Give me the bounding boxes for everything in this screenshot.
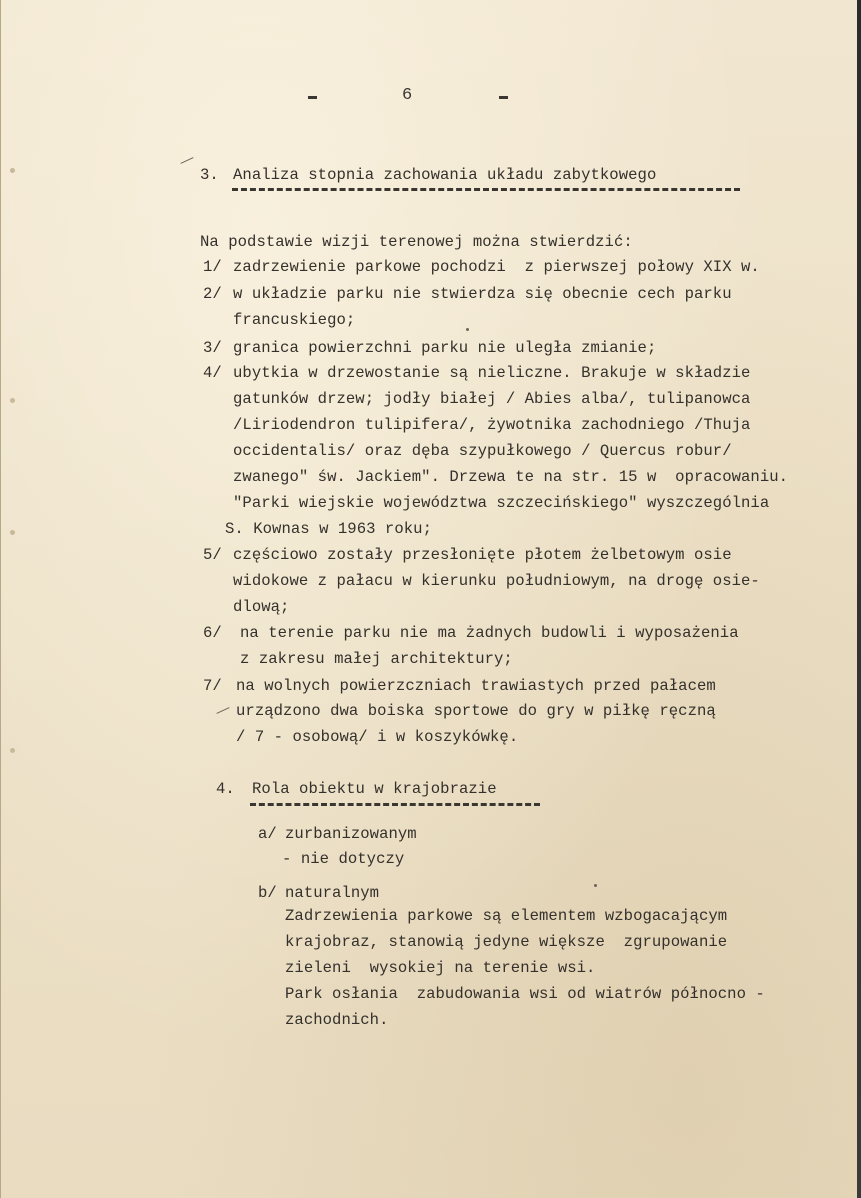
section-3-number: 3. <box>200 166 219 184</box>
list-item-line: dlową; <box>233 598 290 616</box>
list-item-line: "Parki wiejskie województwa szczecińskiego" wyszczególnia <box>233 494 770 512</box>
list-item-line: gatunków drzew; jodły białej / Abies alba/, tulipanowca <box>233 390 751 408</box>
list-item-line: urządzono dwa boiska sportowe do gry w piłkę ręczną <box>236 702 716 720</box>
sub-b-line: zachodnich. <box>285 1011 389 1029</box>
sub-b-line: Park osłania zabudowania wsi od wiatrów północno - <box>285 985 765 1003</box>
sub-b-line: zieleni wysokiej na terenie wsi. <box>285 959 596 977</box>
list-item-line: francuskiego; <box>233 311 356 329</box>
list-item-number: 1/ <box>203 258 222 276</box>
section-4-number: 4. <box>216 780 235 798</box>
list-item-line: /Liriodendron tulipifera/, żywotnika zachodniego /Thuja <box>233 416 751 434</box>
punch-hole <box>10 398 15 403</box>
sub-a-heading: zurbanizowanym <box>285 825 417 843</box>
punch-hole <box>10 748 15 753</box>
list-item-line: / 7 - osobową/ i w koszykówkę. <box>236 728 519 746</box>
list-item-number: 3/ <box>203 339 222 357</box>
page-number: 6 <box>402 86 413 105</box>
list-item-line: na wolnych powierzczniach trawiastych przed pałacem <box>236 677 716 695</box>
list-item-line: granica powierzchni parku nie uległa zmianie; <box>233 339 657 357</box>
list-item-line: częściowo zostały przesłonięte płotem żelbetowym osie <box>233 546 732 564</box>
list-item-line: w układzie parku nie stwierdza się obecnie cech parku <box>233 285 732 303</box>
pen-mark <box>216 707 229 714</box>
list-item-number: 5/ <box>203 546 222 564</box>
section-4-underline <box>250 803 540 806</box>
page-number-dash <box>499 96 508 99</box>
scan-right-border <box>857 0 861 1198</box>
section-3-underline <box>232 188 740 191</box>
ink-speck <box>594 884 597 887</box>
page-left-edge <box>0 0 1 1198</box>
sub-b-line: krajobraz, stanowią jedyne większe zgrupowanie <box>285 933 728 951</box>
sub-a-label: a/ <box>258 825 277 843</box>
list-item-line: ubytkia w drzewostanie są nieliczne. Brakuje w składzie <box>233 364 751 382</box>
sub-a-text: - nie dotyczy <box>282 850 405 868</box>
punch-hole <box>10 168 15 173</box>
list-item-line: occidentalis/ oraz dęba szypułkowego / Quercus robur/ <box>233 442 732 460</box>
list-item-line: na terenie parku nie ma żadnych budowli i wyposażenia <box>240 624 739 642</box>
punch-hole <box>10 530 15 535</box>
list-item-line: widokowe z pałacu w kierunku południowym, na drogę osie- <box>233 572 760 590</box>
list-item-number: 6/ <box>203 624 222 642</box>
sub-b-label: b/ <box>258 884 277 902</box>
ink-speck <box>466 328 469 331</box>
section-3-intro: Na podstawie wizji terenowej można stwierdzić: <box>200 233 633 251</box>
sub-b-line: Zadrzewienia parkowe są elementem wzbogacającym <box>285 907 728 925</box>
list-item-line: S. Kownas w 1963 roku; <box>225 520 432 538</box>
list-item-line: zadrzewienie parkowe pochodzi z pierwszej połowy XIX w. <box>233 258 760 276</box>
list-item-number: 2/ <box>203 285 222 303</box>
section-3-title: Analiza stopnia zachowania układu zabytkowego <box>233 166 657 184</box>
list-item-line: z zakresu małej architektury; <box>240 650 513 668</box>
sub-b-heading: naturalnym <box>285 884 380 902</box>
list-item-number: 7/ <box>203 677 222 695</box>
pen-mark <box>180 157 193 164</box>
page-number-dash <box>308 96 317 99</box>
list-item-line: zwanego" św. Jackiem". Drzewa te na str. 15 w opracowaniu. <box>233 468 789 486</box>
section-4-title: Rola obiektu w krajobrazie <box>252 780 497 798</box>
list-item-number: 4/ <box>203 364 222 382</box>
